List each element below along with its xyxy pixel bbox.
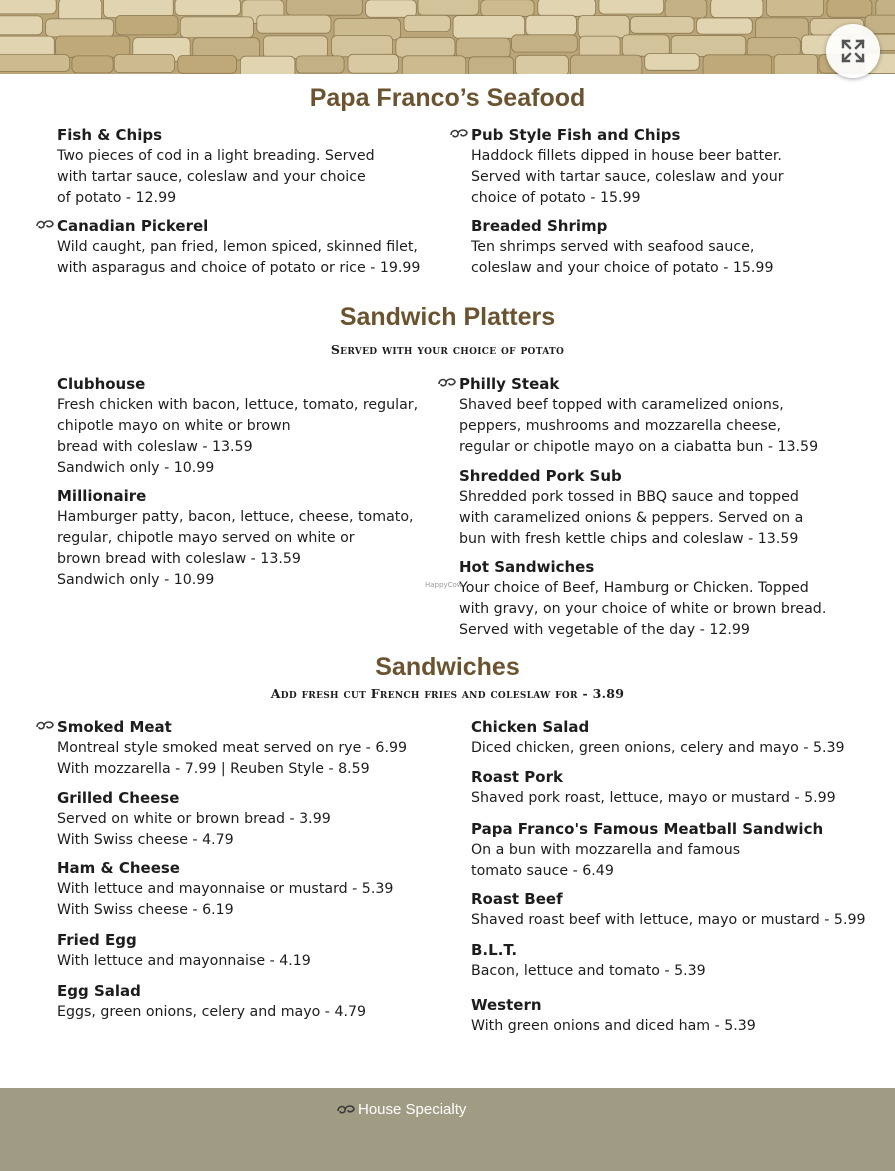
cork bbox=[456, 38, 510, 58]
menu-item-description bbox=[57, 951, 311, 972]
cork bbox=[827, 0, 872, 17]
menu-item-description-line: With green onions and diced ham - 5.39 bbox=[471, 1018, 756, 1034]
menu-item-description-line: with tartar sauce, coleslaw and your choice bbox=[57, 169, 366, 185]
menu-item-description bbox=[471, 237, 773, 279]
cork bbox=[571, 55, 642, 74]
cork bbox=[630, 17, 694, 34]
cork bbox=[703, 55, 772, 74]
cork bbox=[286, 0, 362, 15]
menu-item-description-line: Served with vegetable of the day - 12.99 bbox=[459, 622, 750, 638]
menu-item-description-line: Haddock fillets dipped in house beer batter. bbox=[471, 148, 782, 164]
menu-item-description-line: with caramelized onions & peppers. Served on a bbox=[459, 510, 804, 526]
menu-item-name: Ham & Cheese bbox=[57, 859, 180, 877]
cork bbox=[578, 16, 629, 38]
menu-item-name: Philly Steak bbox=[459, 375, 560, 393]
menu-item-description-line: Bacon, lettuce and tomato - 5.39 bbox=[471, 963, 706, 979]
menu-item-description-line: choice of potato - 15.99 bbox=[471, 190, 641, 206]
menu-item-description-line: With mozzarella - 7.99 | Reuben Style - 8.59 bbox=[57, 761, 370, 777]
menu-item bbox=[471, 216, 773, 279]
menu-item-description-line: Sandwich only - 10.99 bbox=[57, 572, 215, 588]
menu-item-description bbox=[471, 738, 845, 759]
menu-item-description bbox=[57, 1002, 366, 1023]
cork bbox=[665, 0, 707, 18]
cork bbox=[0, 55, 70, 72]
cork bbox=[0, 16, 42, 35]
menu-item bbox=[57, 486, 414, 591]
cork bbox=[178, 56, 237, 74]
menu-item-description-line: with asparagus and choice of potato or rice - 19.99 bbox=[57, 260, 421, 276]
menu-item-description bbox=[57, 507, 414, 591]
menu-item-description-line: Shaved beef topped with caramelized onions, bbox=[459, 397, 784, 413]
section-subtitle-sandwiches: Add fresh cut French fries and coleslaw for - 3.89 bbox=[270, 686, 625, 701]
menu-item bbox=[471, 767, 836, 809]
menu-item-description-line: of potato - 12.99 bbox=[57, 190, 177, 206]
menu-item-description bbox=[57, 738, 407, 780]
menu-item-description-line: With lettuce and mayonnaise or mustard - 5.39 bbox=[57, 881, 394, 897]
menu-item bbox=[57, 374, 418, 479]
menu-item bbox=[57, 216, 420, 279]
menu-item-description-line: Eggs, green onions, celery and mayo - 4.79 bbox=[57, 1004, 367, 1020]
menu-item-name: Egg Salad bbox=[57, 982, 141, 1000]
menu-item-description-line: Sandwich only - 10.99 bbox=[57, 460, 215, 476]
menu-item-description-line: Your choice of Beef, Hamburg or Chicken. Topped bbox=[459, 580, 809, 596]
house-specialty-icon bbox=[35, 218, 55, 232]
menu-item bbox=[57, 981, 366, 1023]
cork bbox=[512, 35, 578, 52]
menu-item-name: Roast Beef bbox=[471, 890, 563, 908]
menu-item-name: Western bbox=[471, 996, 542, 1014]
menu-item-description bbox=[471, 910, 866, 931]
menu-item bbox=[57, 125, 375, 209]
cork bbox=[418, 0, 479, 15]
cork bbox=[538, 0, 596, 16]
menu-item-name: Smoked Meat bbox=[57, 718, 172, 736]
menu-item bbox=[471, 125, 784, 209]
section-title-sandwich-platters: Sandwich Platters bbox=[339, 303, 556, 331]
menu-item-description-line: With lettuce and mayonnaise - 4.19 bbox=[57, 953, 311, 969]
cork bbox=[711, 0, 763, 18]
cork bbox=[469, 57, 514, 74]
footer-legend bbox=[336, 1101, 466, 1118]
cork bbox=[366, 0, 417, 17]
cork bbox=[46, 19, 114, 37]
menu-item-description-line: with gravy, on your choice of white or brown bread. bbox=[459, 601, 827, 617]
menu-item-description-line: bun with fresh kettle chips and coleslaw - 13.59 bbox=[459, 531, 799, 547]
cork bbox=[516, 55, 569, 74]
menu-item-description-line: Shredded pork tossed in BBQ sauce and topped bbox=[459, 489, 799, 505]
expand-icon bbox=[840, 38, 866, 64]
menu-item bbox=[459, 374, 818, 458]
menu-item-description bbox=[459, 487, 803, 550]
cork bbox=[402, 56, 466, 74]
menu-item-name: Chicken Salad bbox=[471, 718, 590, 736]
menu-item-description-line: Fresh chicken with bacon, lettuce, tomato, regular, bbox=[57, 397, 419, 413]
menu-item bbox=[57, 717, 407, 780]
cork bbox=[481, 0, 534, 16]
menu-item-name: Canadian Pickerel bbox=[57, 217, 209, 235]
cork bbox=[332, 36, 393, 57]
cork-pattern bbox=[0, 0, 895, 74]
menu-item-description bbox=[57, 237, 420, 279]
menu-item-name: Roast Pork bbox=[471, 768, 563, 786]
menu-item-description-line: Two pieces of cod in a light breading. Served bbox=[57, 148, 375, 164]
menu-item bbox=[57, 858, 393, 921]
menu-item-description-line: bread with coleslaw - 13.59 bbox=[57, 439, 253, 455]
cork bbox=[697, 18, 753, 34]
menu-item-description-line: With Swiss cheese - 4.79 bbox=[57, 832, 234, 848]
menu-item-description bbox=[471, 961, 706, 982]
expand-fullscreen-button[interactable] bbox=[826, 24, 880, 78]
menu-item bbox=[471, 995, 756, 1037]
cork bbox=[180, 17, 253, 38]
house-specialty-icon bbox=[35, 719, 55, 733]
cork bbox=[645, 54, 700, 71]
menu-item-description bbox=[471, 840, 823, 882]
menu-item-description-line: regular or chipotle mayo on a ciabatta bun - 13.59 bbox=[459, 439, 819, 455]
cork bbox=[296, 56, 344, 73]
cork bbox=[114, 54, 174, 72]
cork bbox=[0, 0, 56, 14]
house-specialty-icon bbox=[449, 127, 469, 141]
cork bbox=[453, 16, 525, 39]
menu-item-description-line: Served on white or brown bread - 3.99 bbox=[57, 811, 331, 827]
menu-item-description bbox=[459, 578, 826, 641]
menu-item-description-line: coleslaw and your choice of potato - 15.99 bbox=[471, 260, 774, 276]
menu-item-description-line: regular, chipotle mayo served on white or bbox=[57, 530, 355, 546]
watermark: HappyCow bbox=[425, 581, 463, 589]
menu-item-description bbox=[471, 1016, 756, 1037]
menu-item-name: Grilled Cheese bbox=[57, 789, 180, 807]
house-specialty-icon bbox=[336, 1103, 356, 1117]
menu-item-description-line: Hamburger patty, bacon, lettuce, cheese, tomato, bbox=[57, 509, 414, 525]
menu-item-name: Clubhouse bbox=[57, 375, 146, 393]
menu-item-description bbox=[471, 146, 784, 209]
cork bbox=[599, 0, 664, 14]
house-specialty-icon bbox=[437, 376, 457, 390]
menu-item-description-line: Diced chicken, green onions, celery and mayo - 5.39 bbox=[471, 740, 845, 756]
cork-banner-image bbox=[0, 0, 895, 74]
menu-item-description-line: tomato sauce - 6.49 bbox=[471, 863, 614, 879]
menu-item-description bbox=[57, 809, 331, 851]
menu-item bbox=[57, 788, 331, 851]
menu-item bbox=[471, 940, 706, 982]
menu-item bbox=[57, 930, 311, 972]
cork bbox=[396, 38, 455, 58]
menu-item-description-line: Wild caught, pan fried, lemon spiced, skinned filet, bbox=[57, 239, 418, 255]
menu-item-description-line: chipotle mayo on white or brown bbox=[57, 418, 291, 434]
menu-item-name: Breaded Shrimp bbox=[471, 217, 608, 235]
menu-item bbox=[471, 819, 823, 882]
footer-legend-text: House Specialty bbox=[358, 1101, 467, 1118]
menu-item-name: Pub Style Fish and Chips bbox=[471, 126, 681, 144]
menu-item-description-line: Shaved pork roast, lettuce, mayo or mustard - 5.99 bbox=[471, 790, 836, 806]
menu-item-description-line: Served with tartar sauce, coleslaw and your bbox=[471, 169, 784, 185]
cork bbox=[72, 56, 113, 73]
menu-item-name: Fried Egg bbox=[57, 931, 137, 949]
menu-item-name: Shredded Pork Sub bbox=[459, 467, 622, 485]
cork bbox=[263, 36, 327, 59]
menu-item bbox=[471, 889, 866, 931]
menu-item-description-line: On a bun with mozzarella and famous bbox=[471, 842, 741, 858]
cork bbox=[767, 0, 824, 17]
cork bbox=[59, 0, 102, 21]
cork bbox=[257, 15, 331, 33]
cork bbox=[116, 15, 178, 35]
menu-item bbox=[459, 466, 803, 550]
menu-item-name: B.L.T. bbox=[471, 941, 518, 959]
menu-item bbox=[471, 717, 845, 759]
menu-item-name: Millionaire bbox=[57, 487, 147, 505]
menu-item-description-line: peppers, mushrooms and mozzarella cheese, bbox=[459, 418, 782, 434]
cork bbox=[175, 0, 241, 15]
menu-item-description-line: Montreal style smoked meat served on rye - 6.99 bbox=[57, 740, 408, 756]
section-title-sandwiches: Sandwiches bbox=[375, 653, 520, 681]
section-subtitle-sandwich-platters: Served with your choice of potato bbox=[330, 342, 565, 357]
cork bbox=[348, 54, 399, 73]
menu-item-description-line: brown bread with coleslaw - 13.59 bbox=[57, 551, 301, 567]
cork bbox=[526, 15, 577, 35]
menu-item-description-line: With Swiss cheese - 6.19 bbox=[57, 902, 234, 918]
menu-item-description bbox=[57, 879, 393, 921]
menu-item-name: Fish & Chips bbox=[57, 126, 163, 144]
menu-item-description-line: Shaved roast beef with lettuce, mayo or mustard - 5.99 bbox=[471, 912, 866, 928]
section-title-seafood: Papa Franco’s Seafood bbox=[309, 84, 586, 112]
menu-item-description bbox=[459, 395, 818, 458]
cork bbox=[622, 35, 669, 56]
menu-item-description-line: Ten shrimps served with seafood sauce, bbox=[471, 239, 755, 255]
menu-item-description bbox=[471, 788, 836, 809]
cork bbox=[774, 54, 817, 74]
menu-item-description bbox=[57, 395, 418, 479]
menu-item-description bbox=[57, 146, 375, 209]
menu-item-name: Papa Franco's Famous Meatball Sandwich bbox=[471, 820, 824, 838]
menu-item-name: Hot Sandwiches bbox=[459, 558, 595, 576]
cork bbox=[104, 0, 174, 18]
cork bbox=[404, 15, 450, 31]
cork bbox=[240, 56, 295, 74]
menu-item bbox=[459, 557, 826, 641]
